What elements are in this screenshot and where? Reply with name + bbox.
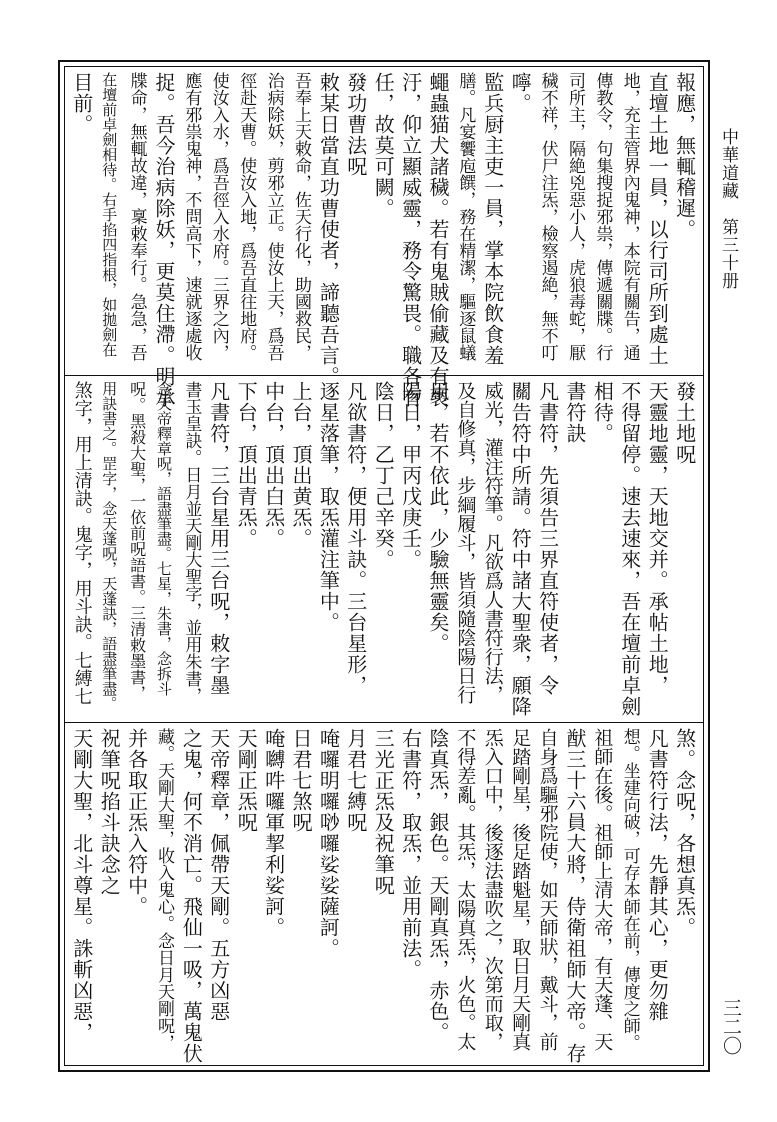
text-column: 徑赴天曹。使汝入地，爲吾直往地府。	[236, 72, 257, 361]
text-column: 蠅蟲猫犬諸穢。若有鬼賊偷藏及有褻	[426, 72, 450, 408]
text-column: 右書符，取炁，並用前法。	[398, 728, 423, 980]
text-column: 用，若不依此，少驗無靈矣。	[426, 381, 450, 654]
text-column: 凡書符行法，先靜其心，更勿雜	[645, 728, 670, 1022]
text-column: 陰真炁，銀色。天剛真炁，赤色。	[426, 728, 450, 1043]
text-column: 汙，仰立顯威靈，務令驚畏。職各有	[398, 72, 423, 408]
text-column: 使汝入水，爲吾徑入水府。三界之內，	[208, 72, 229, 361]
text-column: 月君七縛呪	[343, 728, 368, 833]
text-column: 唵嚩吽囉軍挈利娑訶。	[261, 728, 286, 938]
text-column: 中台，頂出白炁。	[261, 381, 286, 549]
text-column: 膳。凡宴饗庖饌，務在精潔，驅逐鼠蟻	[455, 72, 476, 361]
text-column: 牒命，無輒故違，稟敕奉行。急急，吾	[126, 72, 147, 361]
text-column: 凡書符，三台星用三台呪，敕字墨	[206, 381, 231, 696]
text-column: 發功曹法呪	[343, 72, 368, 177]
text-column: 陰日，乙丁己辛癸。	[371, 381, 396, 570]
text-column: 任，故莫可闕。	[371, 72, 396, 219]
text-column: 日君七煞呪	[289, 728, 313, 833]
text-column: 敕某日當直功曹使者，諦聽吾言。	[316, 72, 341, 387]
text-band-top	[68, 72, 700, 408]
text-column: 自身爲驅邪院使，如天師狀，戴斗，前	[536, 728, 559, 1051]
text-column: 天剛正炁呪	[234, 728, 259, 833]
text-column: 書玉皇訣。日月並天剛大聖字，並用朱書，	[181, 381, 202, 704]
text-column: 嚀。	[508, 72, 533, 114]
text-column: 想。坐建向破，可存本師在前，傳度之師。	[619, 728, 640, 1051]
text-column: 不得差亂。其炁，太陽真炁，火色。太	[454, 728, 477, 1051]
text-column: 凡欲書符，便用斗訣。三台星形，	[343, 381, 368, 696]
text-column: 祝筆呪掐斗訣念之	[97, 728, 122, 896]
text-column: 并各取正炁入符中。	[124, 728, 149, 917]
text-column: 應有邪祟鬼神，不問高下，速就逐處收	[181, 72, 202, 361]
text-column: 呪。黑殺大聖，一依前呪語書。三清敕墨書，	[127, 381, 147, 701]
text-column: 足踏剛星，後足踏魁星，取日月天剛真	[509, 728, 532, 1051]
text-column: 炁入口中，後逐法盡吹之，次第而取，	[481, 728, 504, 1051]
text-column: 三光正炁及祝筆呪	[371, 728, 396, 896]
text-column: 威光，灌注符筆。凡欲爲人書符行法，	[481, 381, 504, 704]
volume-label: 第三十册	[718, 218, 738, 290]
text-column: 之鬼，何不消亡。飛仙一吸，萬鬼伏	[179, 728, 204, 1064]
text-column: 凡書符，先須告三界直符使者，令	[535, 381, 560, 696]
text-band-bottom	[68, 728, 700, 1064]
text-column: 吾奉上天敕命，佐天行化，助國救民，	[291, 72, 311, 361]
text-column: 唵囉明囉唦囉娑娑薩訶。	[316, 728, 341, 959]
text-column: 陽日，甲丙戊庚壬。	[398, 381, 423, 570]
text-column: 直壇土地一員，以行司所到處土	[645, 72, 670, 366]
text-column: 下台，頂出青炁。	[234, 381, 259, 549]
text-column: 司所主，隔絶兇惡小人，虎狼毒蛇，厭	[565, 72, 585, 361]
book-title: 中華道藏	[718, 128, 738, 200]
text-column: 捉。吾今治病除妖，更莫住滯。明承	[152, 72, 176, 408]
text-column: 上台，頂出黄炁。	[289, 381, 313, 549]
text-column: 書符訣	[563, 381, 587, 444]
text-column: 天帝釋章，佩帶天剛。五方凶惡	[206, 728, 231, 1022]
text-column: 及自修真，步綱履斗，皆須隨陰陽日行	[454, 381, 477, 704]
text-column: 在壇前卓劍相待。右手掐四指根，如拋劍在	[100, 72, 119, 357]
text-column: 煞字，用上清訣。鬼字，用斗訣。七縛七	[71, 381, 93, 705]
page-number: 三二〇	[720, 998, 742, 1055]
text-column: 天剛大聖，北斗尊星。誅斬凶惡，	[69, 728, 94, 1043]
text-column: 報應，無輒稽遲。	[672, 72, 697, 240]
text-column: 逐星落筆，取炁灌注筆中。	[316, 381, 341, 633]
text-band-middle	[68, 381, 700, 719]
text-column: 不得留停。速去速來，吾在壇前卓劍	[617, 381, 642, 717]
text-column: 發土地呪	[672, 381, 697, 465]
text-column: 藏。天剛大聖，收入鬼心。念日月天剛呪，	[154, 728, 174, 1051]
text-column: 用訣書之。罡字，念天蓬呪，天蓬訣，語盡筆盡。	[100, 381, 119, 711]
text-column: 傳教令，句集搜捉邪祟，傳遞關牒。行	[592, 72, 613, 361]
text-column: 猷三十六員大將，侍衛祖師大帝。存	[563, 728, 587, 1064]
text-column: 監兵厨主吏一員，掌本院飲食羞	[480, 72, 505, 366]
text-column: 相待。	[590, 381, 615, 444]
running-header	[716, 128, 741, 290]
text-column: 煞。念呪，各想真炁。	[672, 728, 697, 938]
text-column: 祖師在後。祖師上清大帝，有天蓬、天	[591, 728, 614, 1051]
text-column: 穢不祥，伏尸注炁，檢察遏絶，無不叮	[537, 72, 558, 361]
text-column: 念天帝釋章呪，語盡筆盡。七星，朱書，念拆斗	[155, 381, 173, 696]
text-column: 天靈地靈，天地交并。承帖土地，	[645, 381, 670, 696]
text-column: 關告符中所請。符中諸大聖衆，願降	[508, 381, 533, 717]
text-column: 地，充主管界內鬼神，本院有關告，通	[619, 72, 640, 361]
text-column: 治病除妖，剪邪立正。使汝上天，爲吾	[263, 72, 284, 361]
band-divider-2	[64, 722, 704, 723]
text-column: 目前。	[69, 72, 94, 135]
